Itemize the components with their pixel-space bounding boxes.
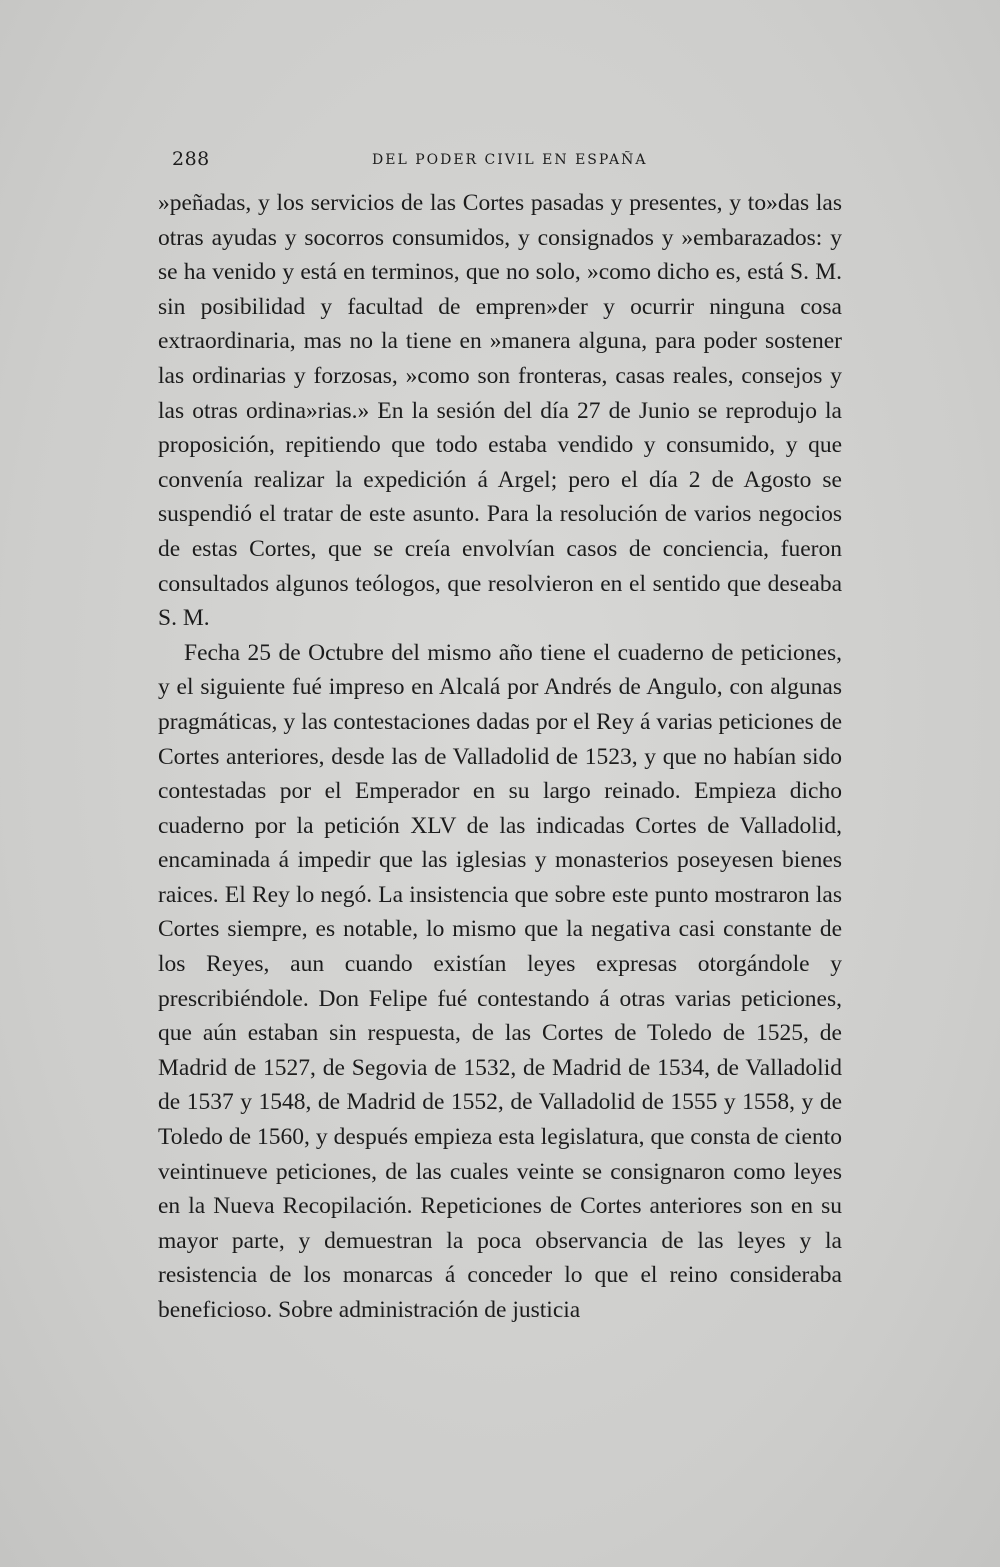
body-text	[158, 186, 842, 1328]
page-header	[172, 148, 842, 178]
paragraph-2: Fecha 25 de Octubre del mismo año tiene el cuaderno de peticiones, y el siguiente fué impreso en Alcalá por Andrés de Angulo, con algunas pragmáticas, y las contestaciones dadas por el Rey á varias peticiones de Cortes anteriores, desde las de Valladolid de 1523, y que no habían sido contestadas por el Emperador en su largo reinado. Empieza dicho cuaderno por la petición XLV de las indicadas Cortes de Valladolid, encaminada á impedir que las iglesias y monasterios poseyesen bienes raices. El Rey lo negó. La insistencia que sobre este punto mostraron las Cortes siempre, es notable, lo mismo que la negativa casi constante de los Reyes, aun cuando existían leyes expresas otorgándole y prescribiéndole. Don Felipe fué contestando á otras varias peticiones, que aún estaban sin respuesta, de las Cortes de Toledo de 1525, de Madrid de 1527, de Segovia de 1532, de Madrid de 1534, de Valladolid de 1537 y 1548, de Madrid de 1552, de Valladolid de 1555 y 1558, y de Toledo de 1560, y después empieza esta legislatura, que consta de ciento veintinueve peticiones, de las cuales veinte se consignaron como leyes en la Nueva Recopilación. Repeticiones de Cortes anteriores son en su mayor parte, y demuestran la poca observancia de las leyes y la resistencia de los monarcas á conceder lo que el reino consideraba beneficioso. Sobre administración de justicia	[158, 639, 842, 1323]
paragraph-1: »peñadas, y los servicios de las Cortes pasadas y presentes, y to»das las otras ayudas y socorros consumidos, y consignados y »embarazados: y se ha venido y está en terminos, que no solo, »como dicho es, está S. M. sin posibilidad y facultad de empren»der y ocurrir ninguna cosa extraordinaria, mas no la tiene en »manera alguna, para poder sostener las ordinarias y forzosas, »como son fronteras, casas reales, consejos y las otras ordina»rias.» En la sesión del día 27 de Junio se reprodujo la proposición, repitiendo que todo estaba vendido y consumido, y que convenía realizar la expedición á Argel; pero el día 2 de Agosto se suspendió el tratar de este asunto. Para la resolución de varios negocios de estas Cortes, que se creía envolvían casos de conciencia, fueron consultados algunos teólogos, que resolvieron en el sentido que deseaba S. M.	[158, 190, 842, 632]
page-number: 288	[172, 148, 210, 170]
running-head: DEL PODER CIVIL EN ESPAÑA	[372, 152, 648, 168]
